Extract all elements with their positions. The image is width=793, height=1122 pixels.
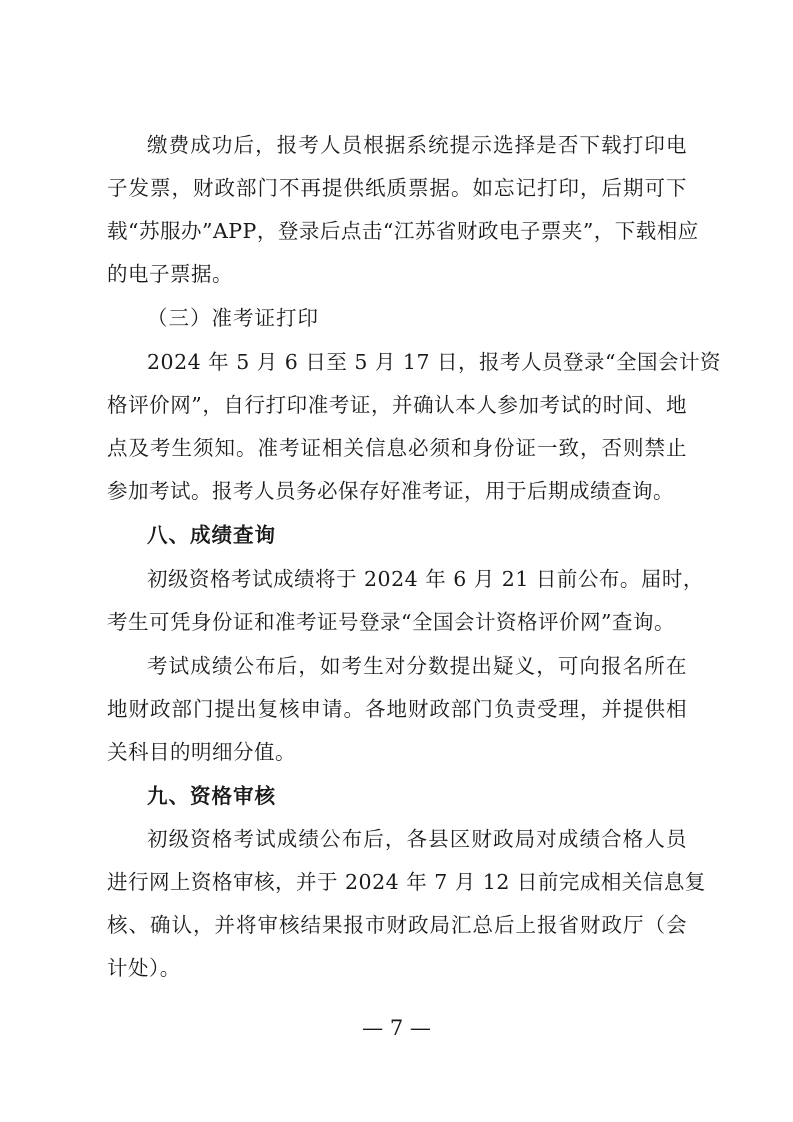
paragraph-line: 考生可凭身份证和准考证号登录“全国会计资格评价网”查询。 — [107, 610, 675, 634]
paragraph-line: 点及考生须知。准考证相关信息必须和身份证一致，否则禁止 — [107, 436, 687, 460]
paragraph-line: 2024 年 5 月 6 日至 5 月 17 日，报考人员登录“全国会计资 — [147, 350, 722, 374]
paragraph-line: 的电子票据。 — [107, 262, 233, 286]
paragraph-line: 初级资格考试成绩将于 2024 年 6 月 21 日前公布。届时， — [147, 567, 704, 591]
paragraph-line: 缴费成功后，报考人员根据系统提示选择是否下载打印电 — [147, 133, 687, 157]
paragraph-line: 格评价网”，自行打印准考证，并确认本人参加考试的时间、地 — [107, 393, 687, 417]
paragraph-line: 参加考试。报考人员务必保存好准考证，用于后期成绩查询。 — [107, 479, 674, 503]
paragraph-line: 考试成绩公布后，如考生对分数提出疑义，可向报名所在 — [147, 654, 687, 678]
paragraph-line: 关科目的明细分值。 — [107, 740, 296, 764]
paragraph-line: 子发票，财政部门不再提供纸质票据。如忘记打印，后期可下 — [107, 176, 687, 200]
paragraph-line: 载“苏服办”APP，登录后点击“江苏省财政电子票夹”，下载相应 — [107, 219, 699, 243]
paragraph-line: 地财政部门提出复核申请。各地财政部门负责受理，并提供相 — [107, 697, 687, 721]
paragraph-line: 进行网上资格审核，并于 2024 年 7 月 12 日前完成相关信息复 — [107, 870, 706, 894]
section-title: 八、成绩查询 — [147, 523, 276, 547]
subsection-title: （三）准考证打印 — [147, 306, 319, 330]
paragraph-line: 核、确认，并将审核结果报市财政局汇总后上报省财政厅（会 — [107, 913, 687, 937]
section-title: 九、资格审核 — [147, 784, 276, 808]
paragraph-line: 初级资格考试成绩公布后，各县区财政局对成绩合格人员 — [147, 827, 687, 851]
page-number: — 7 — — [362, 1016, 431, 1040]
paragraph-line: 计处）。 — [107, 956, 181, 980]
